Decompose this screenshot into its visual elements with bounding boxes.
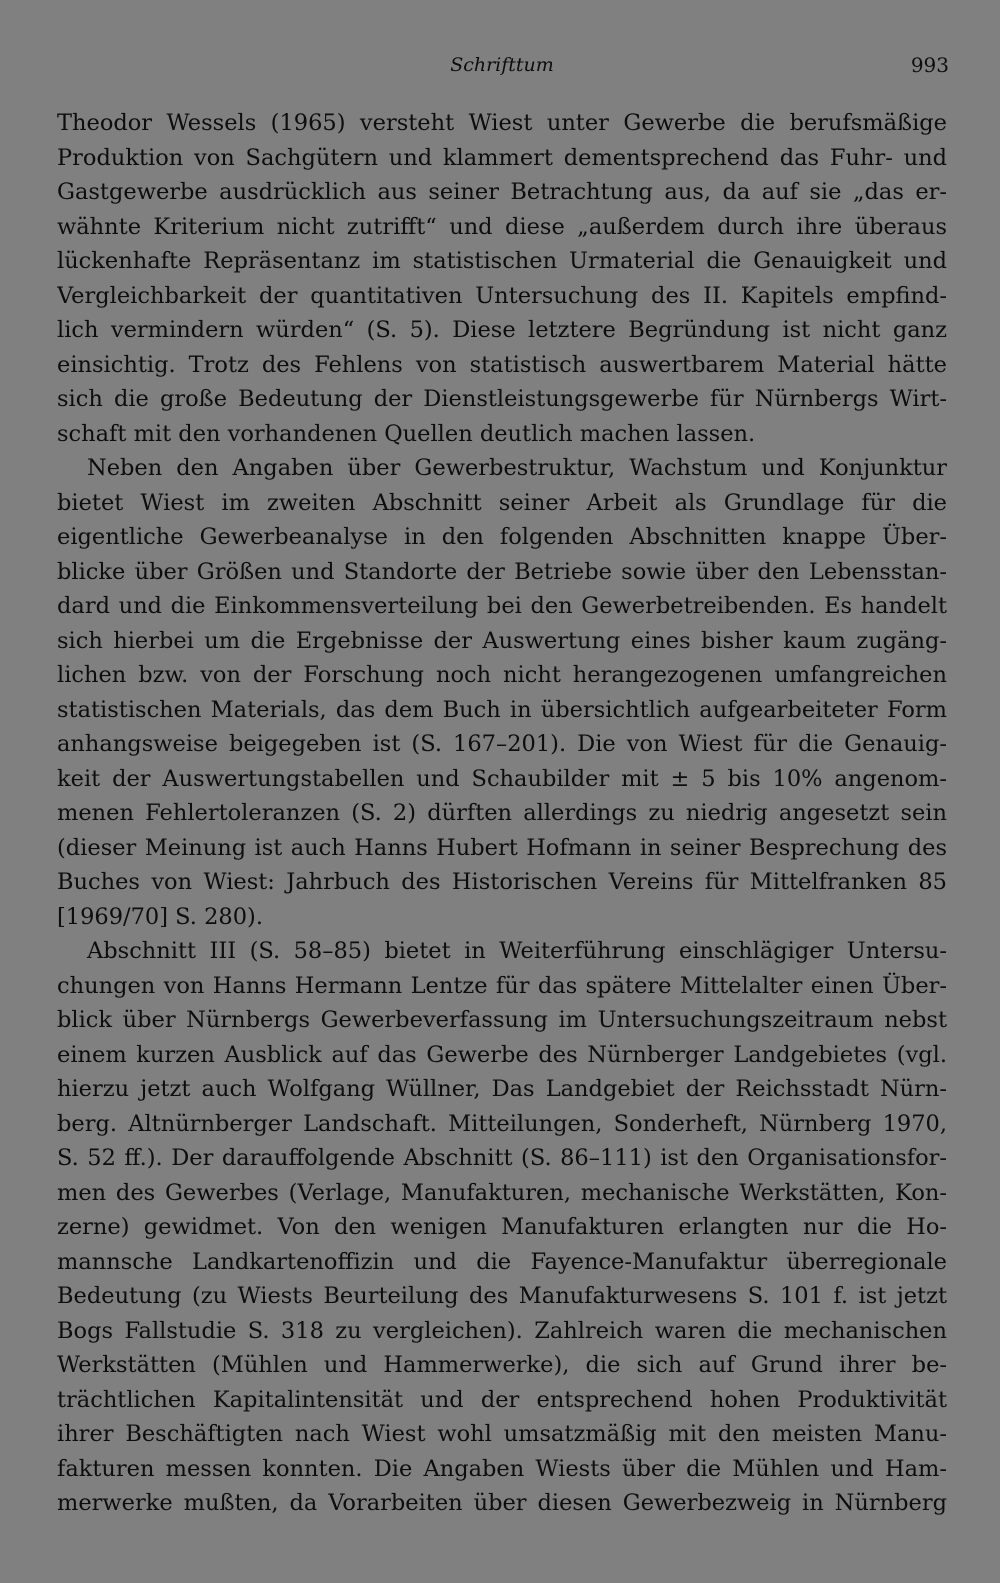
text-line: Abschnitt III (S. 58–85) bietet in Weiterführung einschlägiger Untersu- bbox=[87, 938, 947, 964]
text-line: lückenhafte Repräsentanz im statistischen Urmaterial die Genauigkeit und bbox=[57, 248, 947, 274]
text-line: lich vermindern würden“ (S. 5). Diese letztere Begründung ist nicht ganz bbox=[57, 317, 947, 343]
page-number: 993 bbox=[910, 53, 949, 77]
text-line: Bedeutung (zu Wiests Beurteilung des Manufakturwesens S. 101 f. ist jetzt bbox=[57, 1283, 947, 1309]
text-line: blicke über Größen und Standorte der Betriebe sowie über den Lebensstan- bbox=[57, 558, 947, 585]
text-line: sich die große Bedeutung der Dienstleistungsgewerbe für Nürnbergs Wirt- bbox=[57, 386, 947, 412]
paragraph-1 bbox=[57, 106, 947, 451]
text-line: Produktion von Sachgütern und klammert dementsprechend das Fuhr- und bbox=[57, 144, 947, 171]
running-title: Schrifttum bbox=[450, 54, 554, 76]
paragraph-3 bbox=[57, 934, 947, 1521]
text-line: lichen bzw. von der Forschung noch nicht herangezogenen umfangreichen bbox=[57, 662, 947, 688]
text-line: merwerke mußten, da Vorarbeiten über diesen Gewerbezweig in Nürnberg bbox=[57, 1490, 947, 1516]
text-line: schaft mit den vorhandenen Quellen deutlich machen lassen. bbox=[57, 420, 756, 447]
text-line: chungen von Hanns Hermann Lentze für das spätere Mittelalter einen Über- bbox=[57, 972, 947, 999]
text-line: menen Fehlertoleranzen (S. 2) dürften allerdings zu niedrig angesetzt sein bbox=[57, 800, 947, 826]
text-line: anhangsweise beigegeben ist (S. 167–201). Die von Wiest für die Genauig- bbox=[57, 731, 947, 757]
running-head bbox=[57, 50, 947, 80]
text-line: wähnte Kriterium nicht zutrifft“ und diese „außerdem durch ihre überaus bbox=[57, 213, 947, 240]
text-line: ihrer Beschäftigten nach Wiest wohl umsatzmäßig mit den meisten Manu- bbox=[57, 1421, 947, 1447]
text-line: blick über Nürnbergs Gewerbeverfassung im Untersuchungszeitraum nebst bbox=[57, 1007, 947, 1033]
text-line: einem kurzen Ausblick auf das Gewerbe des Nürnberger Landgebietes (vgl. bbox=[57, 1041, 947, 1068]
text-line: bietet Wiest im zweiten Abschnitt seiner Arbeit als Grundlage für die bbox=[57, 489, 947, 516]
text-line: dard und die Einkommensverteilung bei den Gewerbetreibenden. Es handelt bbox=[57, 593, 947, 619]
text-line: Theodor Wessels (1965) versteht Wiest unter Gewerbe die berufsmäßige bbox=[57, 110, 947, 136]
text-line: Bogs Fallstudie S. 318 zu vergleichen). Zahlreich waren die mechanischen bbox=[57, 1317, 947, 1344]
text-line: berg. Altnürnberger Landschaft. Mitteilungen, Sonderheft, Nürnberg 1970, bbox=[57, 1110, 947, 1137]
text-line: fakturen messen konnten. Die Angaben Wiests über die Mühlen und Ham- bbox=[57, 1455, 947, 1482]
text-line: sich hierbei um die Ergebnisse der Auswertung eines bisher kaum zugäng- bbox=[57, 627, 947, 654]
text-line: eigentliche Gewerbeanalyse in den folgenden Abschnitten knappe Über- bbox=[57, 524, 947, 550]
text-line: Werkstätten (Mühlen und Hammerwerke), die sich auf Grund ihrer be- bbox=[57, 1352, 947, 1378]
text-line: men des Gewerbes (Verlage, Manufakturen, mechanische Werkstätten, Kon- bbox=[57, 1179, 947, 1206]
text-line: einsichtig. Trotz des Fehlens von statistisch auswertbarem Material hätte bbox=[57, 351, 947, 378]
paragraph-2 bbox=[57, 451, 947, 934]
text-line: Neben den Angaben über Gewerbestruktur, Wachstum und Konjunktur bbox=[87, 455, 947, 481]
text-line: Buches von Wiest: Jahrbuch des Historischen Vereins für Mittelfranken 85 bbox=[57, 869, 947, 895]
text-line: Vergleichbarkeit der quantitativen Untersuchung des II. Kapitels empfind- bbox=[57, 282, 947, 309]
text-line: mannsche Landkartenoffizin und die Fayence-Manufaktur überregionale bbox=[57, 1248, 947, 1275]
text-line: trächtlichen Kapitalintensität und der entsprechend hohen Produktivität bbox=[57, 1386, 947, 1413]
text-line: statistischen Materials, das dem Buch in übersichtlich aufgearbeiteter Form bbox=[57, 696, 947, 723]
text-line: Gastgewerbe ausdrücklich aus seiner Betrachtung aus, da auf sie „das er- bbox=[57, 179, 947, 205]
text-line: hierzu jetzt auch Wolfgang Wüllner, Das Landgebiet der Reichsstadt Nürn- bbox=[57, 1076, 947, 1102]
text-line: [1969/70] S. 280). bbox=[57, 903, 263, 930]
body-text bbox=[57, 106, 947, 1521]
text-line: (dieser Meinung ist auch Hanns Hubert Hofmann in seiner Besprechung des bbox=[57, 834, 947, 861]
text-line: zerne) gewidmet. Von den wenigen Manufakturen erlangten nur die Ho- bbox=[57, 1214, 947, 1240]
text-line: S. 52 ff.). Der darauffolgende Abschnitt (S. 86–111) ist den Organisationsfor- bbox=[57, 1145, 947, 1171]
text-line: keit der Auswertungstabellen und Schaubilder mit ± 5 bis 10% angenom- bbox=[57, 765, 947, 792]
